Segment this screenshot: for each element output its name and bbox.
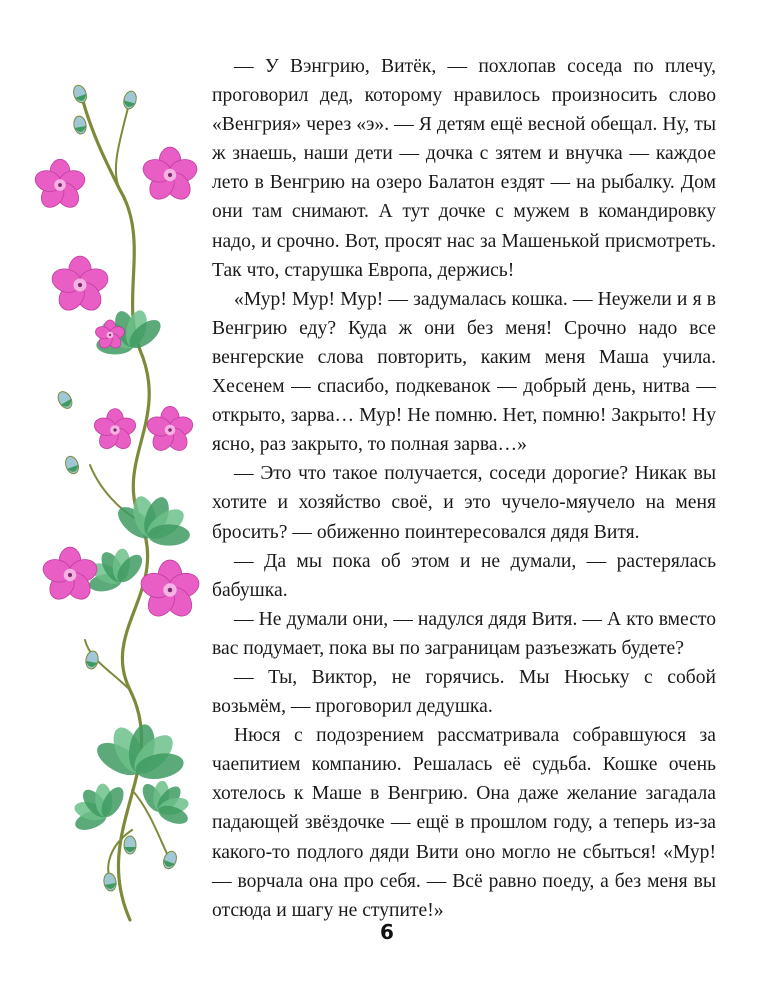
paragraph-2: «Мур! Мур! Мур! — задумалась кошка. — Неужели и я в Венгрию еду? Куда ж они без меня! Срочно надо все венгерские слова повторить, каким меня Маша учила. Хесенем — спасибо, подкеванок — добрый день, нитва — открыто, зарва… Мур! Не помню. Нет, помню! Закрыто! Ну ясно, раз закрыто, то полная зарва…» — [212, 288, 716, 456]
leaf — [89, 716, 193, 790]
pink-flower — [140, 147, 200, 204]
paragraph-4: — Да мы пока об этом и не думали, — растерялась бабушка. — [212, 550, 716, 601]
flower-bud — [161, 849, 178, 870]
paragraph-1: — У Вэнгрию, Витёк, — похлопав соседа по плечу, проговорил дед, которому нравилось произносить слово «Венгрия» через «э». — Я детям ещё весной обещал. Ну, ты ж знаешь, наши дети — дочка с зятем и внучка — каждое лето в Венгрию на озеро Балатон ездят — на рыбалку. Дом они там снимают. А тут дочке с мужем в командировку надо, и срочно. Вот, просят нас за Машенькой присмотреть. Так что, старушка Европа, держись! — [212, 56, 716, 281]
body-text — [212, 52, 716, 925]
vine-stem — [116, 100, 130, 190]
paragraph-3: — Это что такое получается, соседи дорогие? Никак вы хотите и хозяйство своё, и это чучело-мяучело на меня бросить? — обиженно поинтересовался дядя Витя. — [212, 463, 716, 543]
paragraph-5: — Не думали они, — надулся дядя Витя. — А кто вместо вас подумает, пока вы по заграницам разъезжать будете? — [212, 608, 716, 659]
leaf — [132, 768, 202, 835]
flower-vine-illustration — [20, 70, 220, 930]
flower-bud — [103, 872, 118, 892]
page-number: 6 — [380, 920, 394, 944]
pink-flower — [32, 159, 87, 211]
flower-bud — [122, 90, 138, 110]
flower-bud — [71, 83, 88, 104]
paragraph-6: — Ты, Виктор, не горячись. Мы Нюську с собой возьмём, — проговорил дедушка. — [212, 666, 716, 718]
pink-flower — [145, 406, 195, 454]
pink-flower — [40, 547, 100, 604]
pink-flower — [49, 256, 111, 315]
paragraph-7: Нюся с подозрением рассматривала собравшуюся за чаепитием компанию. Решалась её судьба. Кошке очень хотелось к Маше в Венгрию. Она даже желание загадала падающей звёздочке — ещё в прошлом году, а теперь из-за какого-то подлого дяди Вити оно могло не сбыться! «Мур! — ворчала она про себя. — Всё равно поеду, а без меня вы отсюда и шагу не ступите!» — [212, 725, 716, 921]
flower-bud — [55, 389, 74, 411]
flower-bud — [124, 836, 136, 854]
flower-bud — [73, 115, 88, 135]
leaf — [108, 483, 203, 559]
flower-bud — [85, 650, 100, 670]
pink-flower — [92, 409, 138, 453]
flower-bud — [63, 454, 80, 475]
